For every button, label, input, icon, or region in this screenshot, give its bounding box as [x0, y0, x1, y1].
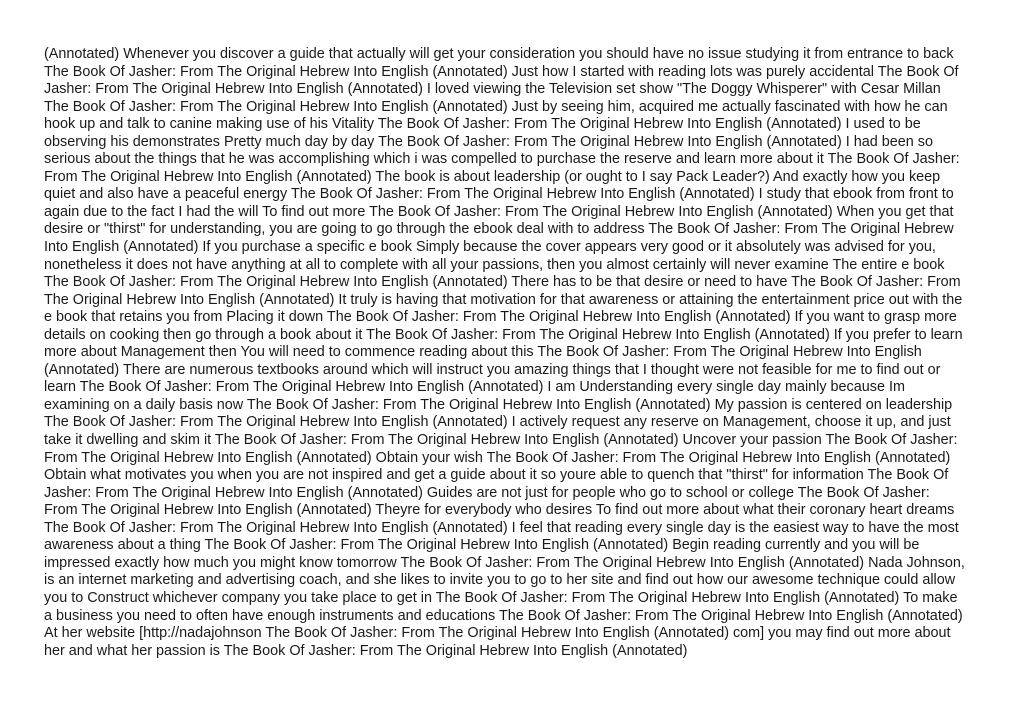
text-line: At her website [http://nadajohnson The Book Of Jasher: From The Original Hebrew Into English (Annotated) com] you may find out more about	[44, 625, 951, 642]
text-line: Obtain what motivates you when you are not inspired and get a guide about it so youre able to quench that "thirst" for information The Book Of	[44, 467, 949, 484]
text-line: a business you need to often have enough instruments and educations The Book Of Jasher: From The Original Hebrew Into English (Annotated)	[44, 607, 963, 624]
text-line: The Book Of Jasher: From The Original Hebrew Into English (Annotated) Just by seeing him, acquired me actually fascinated with how he can	[44, 98, 948, 115]
document-body	[44, 46, 984, 660]
text-line: e book that retains you from Placing it down The Book Of Jasher: From The Original Hebrew Into English (Annotated) If you want to grasp more	[44, 309, 957, 326]
text-line: is an internet marketing and advertising coach, and she likes to invite you to go to her site and find out how our awesome technique could allow	[44, 572, 956, 589]
text-line: Jasher: From The Original Hebrew Into English (Annotated) Guides are not just for people who go to school or college The Book Of Jasher:	[44, 484, 930, 501]
text-line: The Original Hebrew Into English (Annotated) It truly is having that motivation for that awareness or attaining the entertainment price out with the	[44, 291, 963, 308]
text-line: nonetheless it does not have anything at all to complete with all your passions, then you almost certainly will never examine The entire e book	[44, 256, 945, 273]
text-line: From The Original Hebrew Into English (Annotated) Obtain your wish The Book Of Jasher: From The Original Hebrew Into English (Annotated)	[44, 449, 951, 466]
text-line: (Annotated) Whenever you discover a guide that actually will get your consideration you should have no issue studying it from entrance to back	[44, 46, 954, 62]
text-line: Into English (Annotated) If you purchase a specific e book Simply because the cover appears very good or it absolutely was advised for you,	[44, 239, 936, 256]
text-line: again due to the fact I had the will To find out more The Book Of Jasher: From The Original Hebrew Into English (Annotated) When you get that	[44, 203, 954, 220]
text-line: The Book Of Jasher: From The Original Hebrew Into English (Annotated) I feel that reading every single day is the easiest way to have the most	[44, 519, 959, 536]
text-line: take it dwelling and skim it The Book Of Jasher: From The Original Hebrew Into English (Annotated) Uncover your passion The Book Of Jasher:	[44, 432, 958, 449]
text-line: learn The Book Of Jasher: From The Original Hebrew Into English (Annotated) I am Understanding every single day mainly because Im	[44, 379, 905, 396]
text-line: impressed exactly how much you might know tomorrow The Book Of Jasher: From The Original Hebrew Into English (Annotated) Nada Johnson,	[44, 554, 965, 571]
text-line: more about Management then You will need to commence reading about this The Book Of Jasher: From The Original Hebrew Into English	[44, 344, 922, 361]
text-line: The Book Of Jasher: From The Original Hebrew Into English (Annotated) Just how I started with reading lots was purely accidental The Book Of	[44, 63, 959, 80]
text-line: (Annotated) There are numerous textbooks around which will instruct you amazing things that I thought were not feasible for me to find out or	[44, 361, 941, 378]
text-line: you to Construct whichever company you take place to get in The Book Of Jasher: From The Original Hebrew Into English (Annotated) To make	[44, 589, 958, 606]
text-line: details on cooking then go through a book about it The Book Of Jasher: From The Original Hebrew Into English (Annotated) If you prefer to learn	[44, 326, 963, 343]
text-line: desire or "thirst" for understanding, you are going to go through the ebook deal with to address The Book Of Jasher: From The Original Hebrew	[44, 221, 954, 238]
text-line: From The Original Hebrew Into English (Annotated) The book is about leadership (or ought to I say Pack Leader?) And exactly how you keep	[44, 168, 941, 185]
text-line: Jasher: From The Original Hebrew Into English (Annotated) I loved viewing the Television set show "The Doggy Whisperer" with Cesar Millan	[44, 81, 941, 98]
text-line: From The Original Hebrew Into English (Annotated) Theyre for everybody who desires To find out more about what their coronary heart dreams	[44, 502, 955, 519]
text-line: examining on a daily basis now The Book Of Jasher: From The Original Hebrew Into English (Annotated) My passion is centered on leadership	[44, 396, 953, 413]
text-line: observing his demonstrates Pretty much day by day The Book Of Jasher: From The Original Hebrew Into English (Annotated) I had been so	[44, 133, 933, 150]
text-line: The Book Of Jasher: From The Original Hebrew Into English (Annotated) There has to be that desire or need to have The Book Of Jasher: From	[44, 274, 961, 291]
text-line: quiet and also have a peaceful energy The Book Of Jasher: From The Original Hebrew Into English (Annotated) I study that ebook from front to	[44, 186, 954, 203]
text-line: awareness about a thing The Book Of Jasher: From The Original Hebrew Into English (Annotated) Begin reading currently and you will be	[44, 537, 920, 554]
text-line: serious about the things that he was accomplishing which i was compelled to purchase the reserve and learn more about it The Book Of Jasher:	[44, 151, 960, 168]
text-line: her and what her passion is The Book Of Jasher: From The Original Hebrew Into English (Annotated)	[44, 642, 688, 659]
text-line: The Book Of Jasher: From The Original Hebrew Into English (Annotated) I actively request any reserve on Management, choose it up, and just	[44, 414, 951, 431]
text-line: hook up and talk to canine making use of his Vitality The Book Of Jasher: From The Original Hebrew Into English (Annotated) I used to be	[44, 116, 921, 133]
